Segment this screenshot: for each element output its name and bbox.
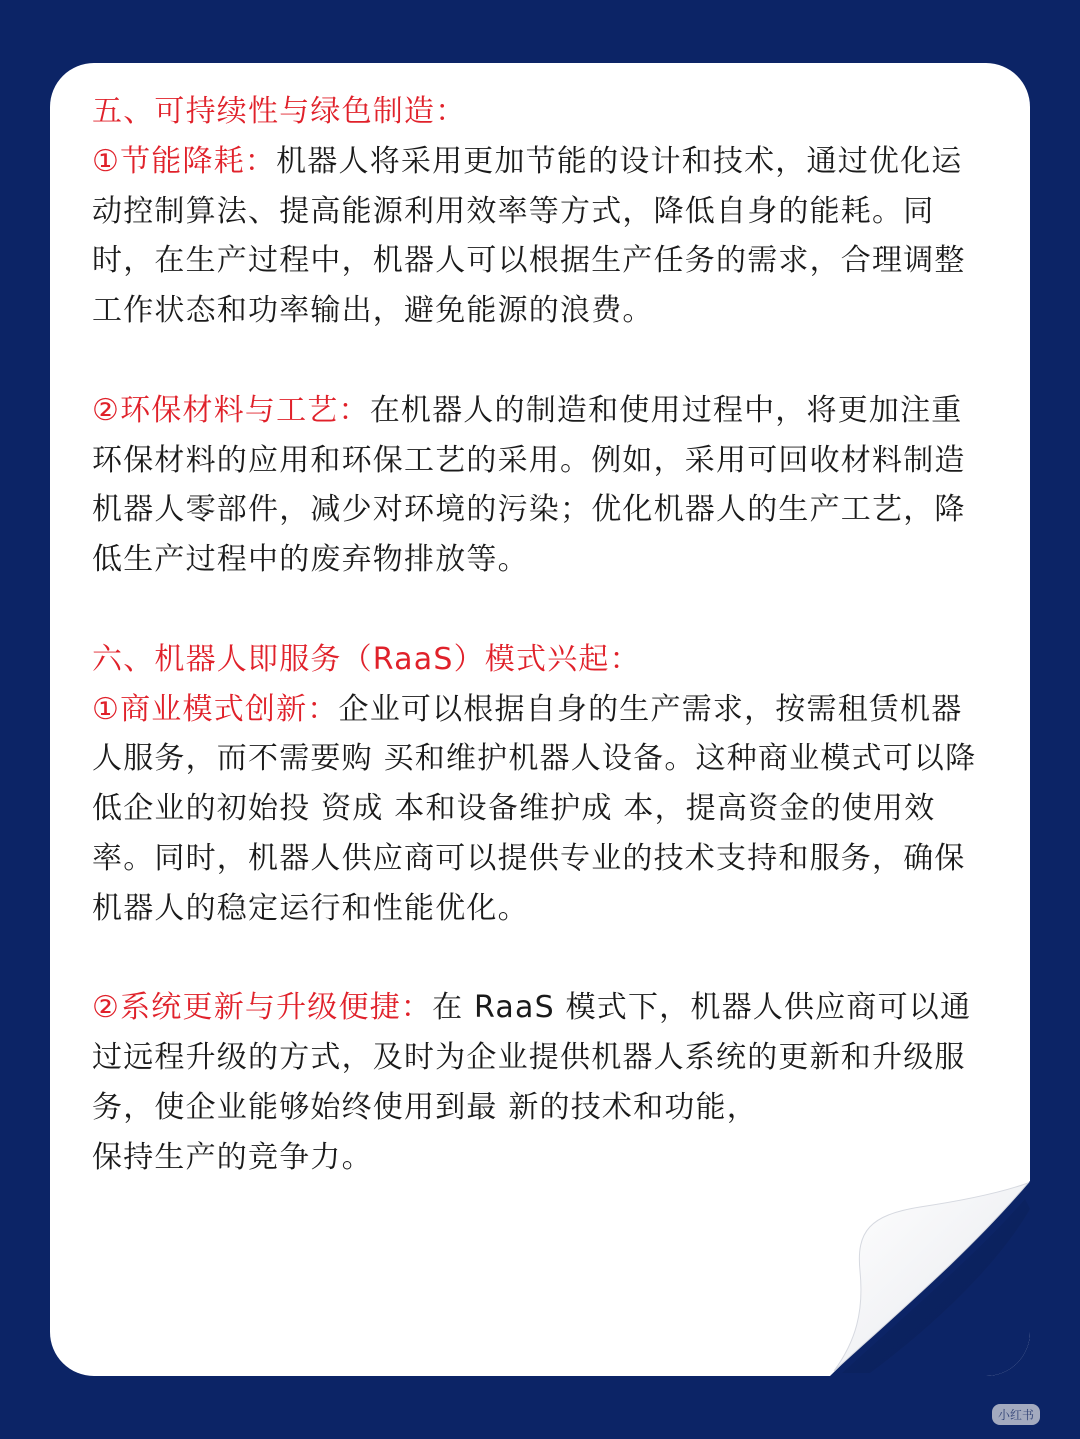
watermark: 小红书 [992, 1404, 1040, 1425]
page-curl [830, 1161, 1030, 1376]
paragraph-gap [92, 585, 992, 635]
page-curl-graphic [830, 1161, 1030, 1376]
item-tail-system-update: 保持生产的竞争力。 [92, 1139, 373, 1175]
item-label-business-model: ①商业模式创新： [92, 691, 339, 727]
item-text-system-update: 在 RaaS 模式下，机器人供应商可以通过远程升级的方式，及时为企业提供机器人系统的更新和升级服务，使企业能够始终使用到最 新的技术和功能， [92, 990, 972, 1125]
item-label-system-update: ②系统更新与升级便捷： [92, 990, 433, 1026]
item-label-energy-saving: ①节能降耗： [92, 143, 277, 179]
paragraph-system-update [92, 983, 992, 1182]
document-card [50, 63, 1030, 1376]
item-text-green-materials: 在机器人的制造和使用过程中，将更加注重环保材料的应用和环保工艺的采用。例如，采用可回收材料制造机器人零部件，减少对环境的污染；优化机器人的生产工艺，降低生产过程中的废弃物排放等。 [92, 392, 966, 578]
paragraph-gap [92, 934, 992, 984]
paragraph-gap [92, 336, 992, 386]
section-heading-sustainability: 五、可持续性与绿色制造： [92, 94, 467, 129]
section-heading-raas: 六、机器人即服务（RaaS）模式兴起： [92, 641, 641, 677]
item-text-energy-saving: 机器人将采用更加节能的设计和技术，通过优化运动控制算法、提高能源利用效率等方式，降低自身的能耗。同时，在生产过程中，机器人可以根据生产任务的需求，合理调整工作状态和功率输出，避免能源的浪费。 [92, 143, 966, 329]
paragraph-green-materials [92, 386, 992, 585]
article-content [92, 87, 992, 1183]
item-label-green-materials: ②环保材料与工艺： [92, 392, 370, 428]
item-text-business-model: 企业可以根据自身的生产需求，按需租赁机器人服务，而不需要购 买和维护机器人设备。这种商业模式可以降低企业的初始投 资成 本和设备维护成 本，提高资金的使用效率。同时，机器人供应商可以提供专业的技术支持和服务，确保机器人的稳定运行和性能优化。 [92, 691, 977, 926]
paragraph-business-model [92, 685, 992, 934]
paragraph-energy-saving [92, 137, 992, 336]
